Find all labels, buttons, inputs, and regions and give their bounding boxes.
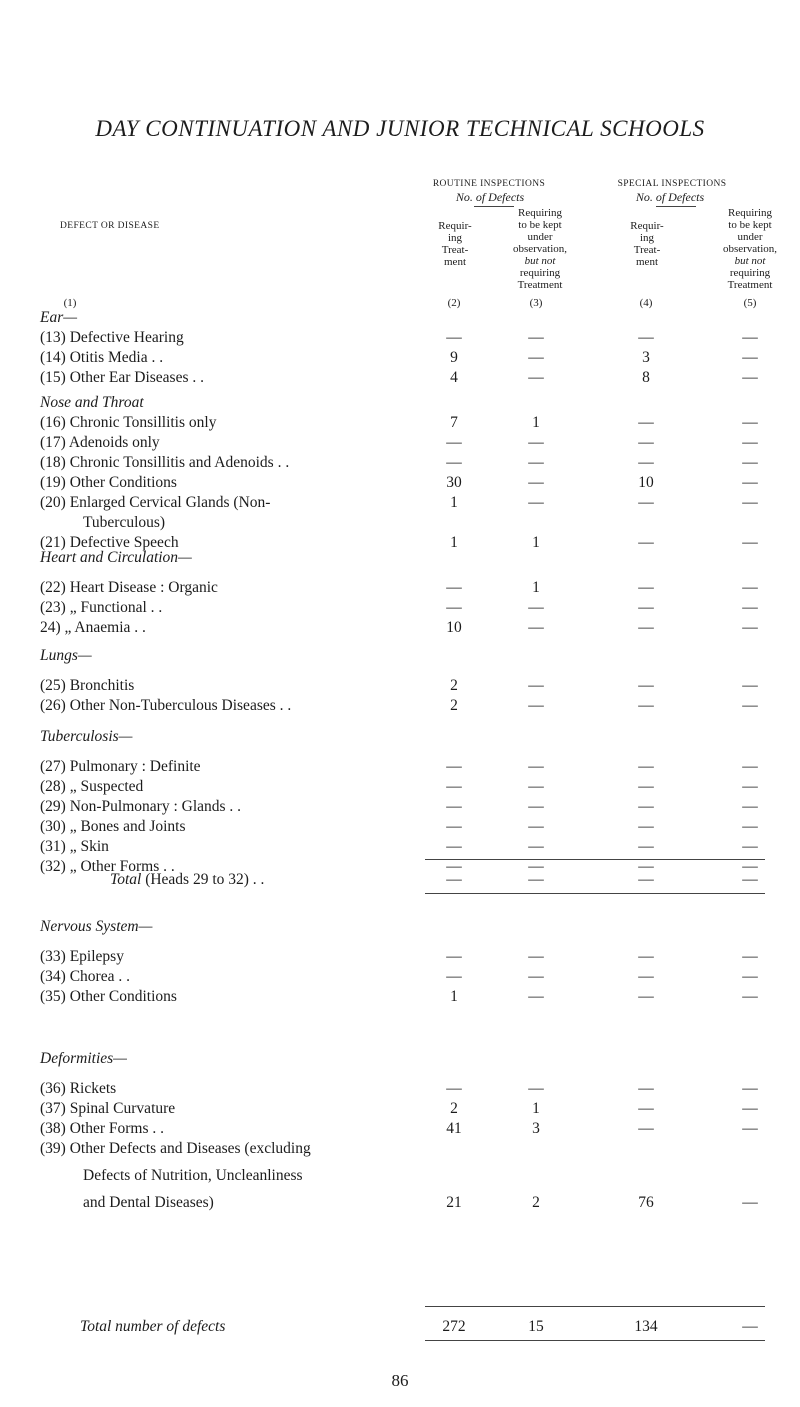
row-value-col2: — <box>446 798 462 815</box>
row-label: (17) Adenoids only <box>40 434 160 451</box>
section-tuberculosis: Tuberculosis— <box>40 728 133 745</box>
row-label: (31) „ Skin <box>40 838 109 855</box>
col3-header: Requiring to be kept under observation, but not requiring Treatment <box>512 207 568 291</box>
row-label: (15) Other Ear Diseases . . <box>40 369 204 386</box>
row-value-col4: — <box>638 838 654 855</box>
row-value-col2: 2 <box>450 677 458 694</box>
tb-total-rule-top <box>425 859 765 860</box>
grand-total-rule-bottom <box>425 1340 765 1341</box>
row-label-continuation: Tuberculous) <box>83 514 166 531</box>
row-value-col5: — <box>742 599 758 616</box>
row-value-col3: — <box>528 871 544 888</box>
table-row <box>0 837 800 857</box>
row-value-col2: 21 <box>446 1194 462 1211</box>
row-value-col5: — <box>742 369 758 386</box>
row-value-col3: — <box>528 619 544 636</box>
row-value-col4: 76 <box>638 1194 654 1211</box>
row-value-col3: 15 <box>528 1318 544 1335</box>
row-value-col4: — <box>638 579 654 596</box>
row-value-col4: — <box>638 968 654 985</box>
row-value-col2: 9 <box>450 349 458 366</box>
row-label: (35) Other Conditions <box>40 988 177 1005</box>
row-value-col3: 1 <box>532 1100 540 1117</box>
row-value-col5: — <box>742 329 758 346</box>
row-value-col2: — <box>446 871 462 888</box>
section-lungs: Lungs— <box>40 647 92 664</box>
table-row <box>0 618 800 638</box>
table-row <box>0 696 800 716</box>
table-row <box>0 817 800 837</box>
row-value-col2: 4 <box>450 369 458 386</box>
row-label: (27) Pulmonary : Definite <box>40 758 201 775</box>
row-value-col2: — <box>446 838 462 855</box>
row-value-col3: — <box>528 329 544 346</box>
row-value-col5: — <box>742 858 758 875</box>
row-value-col3: — <box>528 697 544 714</box>
table-row <box>0 947 800 967</box>
table-row <box>0 1079 800 1099</box>
row-value-col3: — <box>528 677 544 694</box>
row-value-col5: — <box>742 579 758 596</box>
row-value-col4: — <box>638 454 654 471</box>
row-label: (21) Defective Speech <box>40 534 179 551</box>
row-value-col4: — <box>638 329 654 346</box>
row-value-col5: — <box>742 414 758 431</box>
row-label: (14) Otitis Media . . <box>40 349 164 366</box>
section-nose-throat: Nose and Throat <box>40 394 144 411</box>
row-value-col3: — <box>528 599 544 616</box>
table-row <box>0 870 800 890</box>
row-value-col5: — <box>742 454 758 471</box>
row-value-col3: — <box>528 369 544 386</box>
row-value-col2: — <box>446 434 462 451</box>
row-value-col2: 272 <box>442 1318 466 1335</box>
col5-header: Requiring to be kept under observation, but not requiring Treatment <box>722 207 778 291</box>
col4-header: Requir- ing Treat- ment <box>630 220 664 268</box>
row-value-col4: — <box>638 494 654 511</box>
row-value-col2: 2 <box>450 697 458 714</box>
row-value-col4: — <box>638 677 654 694</box>
row-value-col2: 2 <box>450 1100 458 1117</box>
table-row <box>0 348 800 368</box>
row-value-col3: — <box>528 798 544 815</box>
row-value-col2: — <box>446 818 462 835</box>
row-value-col2: — <box>446 599 462 616</box>
grand-total-rule-top <box>425 1306 765 1307</box>
row-value-col3: — <box>528 454 544 471</box>
row-value-col4: — <box>638 871 654 888</box>
row-value-col3: 3 <box>532 1120 540 1137</box>
row-value-col5: — <box>742 798 758 815</box>
row-label: (26) Other Non-Tuberculous Diseases . . <box>40 697 292 714</box>
no-of-defects-underline-2 <box>656 206 696 207</box>
row-value-col4: — <box>638 697 654 714</box>
row-value-col5: — <box>742 988 758 1005</box>
row-value-col5: — <box>742 778 758 795</box>
row-label-continuation: and Dental Diseases) <box>83 1194 214 1211</box>
table-row <box>0 777 800 797</box>
table-row <box>0 987 800 1007</box>
table-row <box>0 413 800 433</box>
page-title: DAY CONTINUATION AND JUNIOR TECHNICAL SCHOOLS <box>95 116 705 141</box>
row-value-col3: — <box>528 494 544 511</box>
table-row <box>0 328 800 348</box>
row-value-col3: — <box>528 349 544 366</box>
row-value-col2: — <box>446 1080 462 1097</box>
row-value-col4: — <box>638 599 654 616</box>
row-value-col3: — <box>528 434 544 451</box>
col-number-3: (3) <box>529 297 543 309</box>
row-value-col3: — <box>528 988 544 1005</box>
row-value-col3: — <box>528 1080 544 1097</box>
row-label: (25) Bronchitis <box>40 677 135 694</box>
table-row <box>0 1119 800 1139</box>
row-label: (23) „ Functional . . <box>40 599 163 616</box>
row-value-col2: — <box>446 858 462 875</box>
row-label: (33) Epilepsy <box>40 948 124 965</box>
table-row <box>0 493 800 513</box>
table-row <box>0 533 800 553</box>
row-value-col4: — <box>638 434 654 451</box>
row-value-col5: — <box>742 1318 758 1335</box>
row-value-col3: — <box>528 968 544 985</box>
row-value-col4: — <box>638 1100 654 1117</box>
table-row <box>0 473 800 493</box>
row-value-col3: 1 <box>532 414 540 431</box>
table-row <box>0 1317 800 1337</box>
row-value-col2: — <box>446 778 462 795</box>
table-row <box>0 967 800 987</box>
row-value-col4: 8 <box>642 369 650 386</box>
row-label: (39) Other Defects and Diseases (excluding <box>40 1140 311 1157</box>
row-value-col4: — <box>638 619 654 636</box>
row-value-col2: 7 <box>450 414 458 431</box>
row-value-col2: — <box>446 579 462 596</box>
row-value-col2: — <box>446 329 462 346</box>
section-nervous-system: Nervous System— <box>40 918 153 935</box>
row-value-col2: — <box>446 758 462 775</box>
row-label: Total (Heads 29 to 32) . . <box>110 871 265 888</box>
row-value-col4: 3 <box>642 349 650 366</box>
tb-total-rule-bottom <box>425 893 765 894</box>
row-value-col4: — <box>638 948 654 965</box>
routine-no-of-defects: No. of Defects <box>455 190 525 204</box>
row-value-col5: — <box>742 1120 758 1137</box>
row-value-col5: — <box>742 534 758 551</box>
table-row <box>0 578 800 598</box>
row-value-col4: — <box>638 758 654 775</box>
table-row <box>0 676 800 696</box>
special-no-of-defects: No. of Defects <box>635 190 705 204</box>
row-label: (16) Chronic Tonsillitis only <box>40 414 217 431</box>
col2-header: Requir- ing Treat- ment <box>438 220 472 268</box>
row-value-col5: — <box>742 349 758 366</box>
row-value-col4: — <box>638 798 654 815</box>
row-value-col5: — <box>742 434 758 451</box>
row-label: (29) Non-Pulmonary : Glands . . <box>40 798 242 815</box>
row-label: (13) Defective Hearing <box>40 329 184 346</box>
col-number-5: (5) <box>743 297 757 309</box>
section-heart: Heart and Circulation— <box>40 549 192 566</box>
row-label: (30) „ Bones and Joints <box>40 818 186 835</box>
col-number-1: (1) <box>63 297 77 309</box>
row-label: (28) „ Suspected <box>40 778 144 795</box>
row-label: (18) Chronic Tonsillitis and Adenoids . . <box>40 454 290 471</box>
row-label: (38) Other Forms . . <box>40 1120 164 1137</box>
row-value-col3: — <box>528 838 544 855</box>
row-label-continuation: Defects of Nutrition, Uncleanliness <box>83 1167 303 1184</box>
row-label: (34) Chorea . . <box>40 968 130 985</box>
row-value-col2: — <box>446 968 462 985</box>
row-value-col4: — <box>638 534 654 551</box>
row-value-col3: — <box>528 474 544 491</box>
table-row <box>0 797 800 817</box>
row-value-col5: — <box>742 948 758 965</box>
row-value-col2: 1 <box>450 988 458 1005</box>
table-row <box>0 433 800 453</box>
table-row <box>0 453 800 473</box>
row-value-col3: — <box>528 778 544 795</box>
section-deformities: Deformities— <box>40 1050 127 1067</box>
row-label: (36) Rickets <box>40 1080 117 1097</box>
defect-column-heading: DEFECT OR DISEASE <box>60 221 160 231</box>
routine-inspections-heading: ROUTINE INSPECTIONS <box>432 179 546 189</box>
row-value-col4: 134 <box>634 1318 658 1335</box>
row-value-col5: — <box>742 758 758 775</box>
row-value-col2: 30 <box>446 474 462 491</box>
row-value-col3: — <box>528 758 544 775</box>
table-row <box>0 1099 800 1119</box>
row-label: Total number of defects <box>80 1318 226 1335</box>
row-value-col4: — <box>638 778 654 795</box>
row-value-col4: 10 <box>638 474 654 491</box>
row-value-col4: — <box>638 988 654 1005</box>
page-number: 86 <box>391 1371 409 1390</box>
row-label: (20) Enlarged Cervical Glands (Non- <box>40 494 271 511</box>
col-number-2: (2) <box>447 297 461 309</box>
row-value-col3: 1 <box>532 579 540 596</box>
row-value-col4: — <box>638 818 654 835</box>
row-value-col3: — <box>528 948 544 965</box>
row-value-col2: 41 <box>446 1120 462 1137</box>
row-value-col5: — <box>742 838 758 855</box>
row-value-col2: 1 <box>450 494 458 511</box>
row-value-col5: — <box>742 871 758 888</box>
row-value-col4: — <box>638 858 654 875</box>
row-label: (22) Heart Disease : Organic <box>40 579 218 596</box>
row-label: (37) Spinal Curvature <box>40 1100 176 1117</box>
row-value-col3: — <box>528 858 544 875</box>
table-row <box>0 598 800 618</box>
row-value-col5: — <box>742 619 758 636</box>
row-value-col5: — <box>742 818 758 835</box>
row-value-col3: — <box>528 818 544 835</box>
section-ear: Ear— <box>40 309 78 326</box>
row-value-col2: 10 <box>446 619 462 636</box>
row-value-col5: — <box>742 1194 758 1211</box>
row-value-col5: — <box>742 474 758 491</box>
row-value-col5: — <box>742 968 758 985</box>
row-value-col5: — <box>742 697 758 714</box>
special-inspections-heading: SPECIAL INSPECTIONS <box>617 179 727 189</box>
row-value-col4: — <box>638 1080 654 1097</box>
row-value-col4: — <box>638 414 654 431</box>
row-value-col5: — <box>742 1100 758 1117</box>
row-value-col3: 2 <box>532 1194 540 1211</box>
row-value-col5: — <box>742 494 758 511</box>
row-value-col5: — <box>742 677 758 694</box>
row-value-col2: — <box>446 948 462 965</box>
row-label: (32) „ Other Forms . . <box>40 858 175 875</box>
row-label: (19) Other Conditions <box>40 474 177 491</box>
row-label: 24) „ Anaemia . . <box>40 619 146 636</box>
table-row <box>0 757 800 777</box>
row-value-col3: 1 <box>532 534 540 551</box>
table-row <box>0 368 800 388</box>
col-number-4: (4) <box>639 297 653 309</box>
row-value-col5: — <box>742 1080 758 1097</box>
row-value-col2: — <box>446 454 462 471</box>
row-value-col4: — <box>638 1120 654 1137</box>
row-value-col2: 1 <box>450 534 458 551</box>
